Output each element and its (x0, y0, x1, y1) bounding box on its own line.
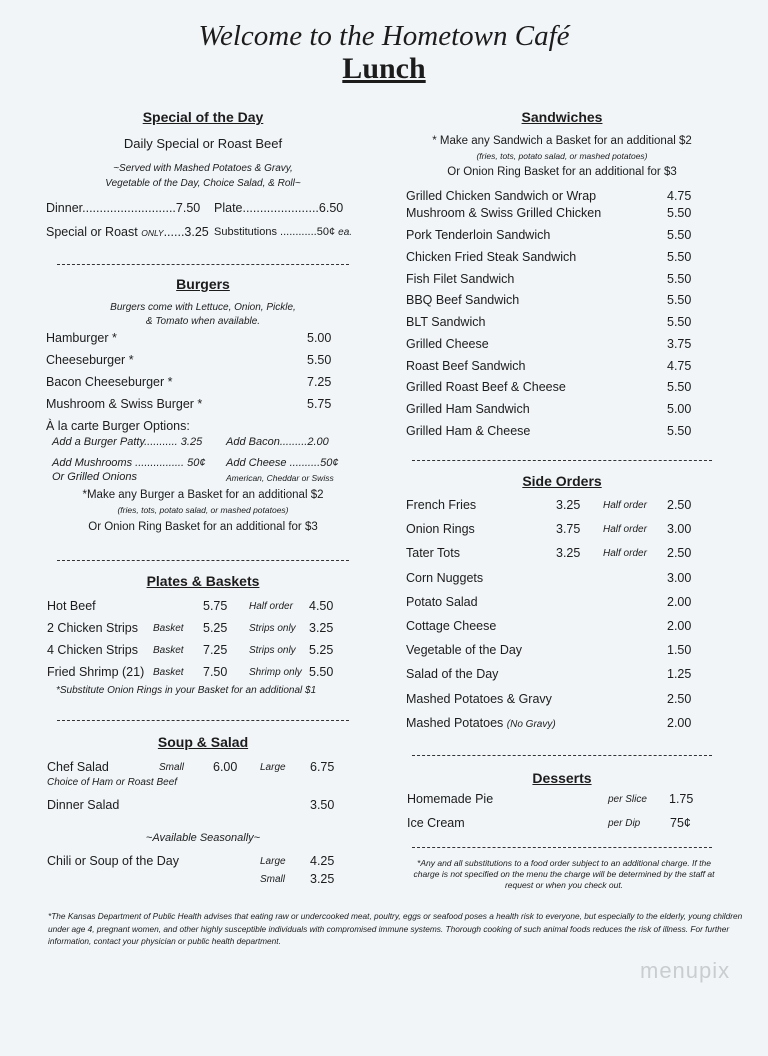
item-type: Basket (153, 667, 184, 678)
menu-item (0, 228, 768, 244)
option-cheese: Add Cheese ..........50¢ (226, 457, 339, 469)
item-price: 4.25 (310, 854, 335, 868)
alt-label: Half order (249, 601, 293, 612)
menu-item (0, 595, 768, 611)
page-title: Welcome to the Hometown Café (198, 20, 570, 52)
item-price: 3.75 (556, 522, 581, 537)
item-price: 5.50 (307, 353, 332, 367)
menu-item (0, 272, 768, 288)
unit-label: per Slice (608, 794, 647, 805)
divider (412, 755, 712, 756)
half-label: Half order (603, 548, 647, 560)
alt-price: 5.25 (309, 643, 334, 657)
item-name (406, 667, 498, 681)
alt-label: Strips only (249, 623, 296, 634)
item-price: 75¢ (670, 816, 691, 830)
item-name (406, 546, 460, 560)
item-name (406, 692, 552, 706)
item-name: 2 Chicken Strips (47, 621, 139, 635)
substitution-note: *Any and all substitutions to a food order subject to an additional charge. If the charge is not specified on the menu the charge will be determined by the staff at request or when you check out. (413, 858, 715, 890)
menu-item (0, 816, 768, 832)
item-name: Chef Salad (47, 760, 109, 774)
alt-price: 5.50 (309, 665, 334, 679)
menu-item (0, 792, 768, 808)
name: Cottage Cheese (406, 619, 497, 633)
special-name: Daily Special or Roast Beef (123, 136, 283, 151)
item-name: Cheeseburger * (46, 353, 134, 367)
item-price: 3.00 (667, 570, 692, 585)
item-name (406, 643, 522, 657)
item-name: 4 Chicken Strips (47, 643, 139, 657)
item-price: 5.75 (307, 397, 332, 411)
name: Onion Rings (406, 522, 475, 537)
name: French Fries (406, 498, 477, 512)
alt-price: 3.25 (309, 621, 334, 635)
item-name: Ice Cream (407, 816, 465, 830)
special-desc: Vegetable of the Day, Choice Salad, & Roll~ (105, 178, 301, 189)
menu-item (0, 206, 768, 222)
half-price: 2.50 (667, 546, 692, 561)
item-price: 5.25 (203, 621, 228, 635)
item-price: 7.25 (307, 375, 332, 389)
item-price: 5.50 (667, 315, 692, 329)
item-price: 5.50 (667, 424, 692, 438)
menu-item (0, 643, 768, 659)
sandwich-basket-note: * Make any Sandwich a Basket for an additional $2 (432, 135, 692, 147)
item-price: 4.75 (667, 359, 692, 373)
item-price: 4.75 (667, 189, 692, 203)
item-name: Chicken Fried Steak Sandwich (406, 250, 577, 264)
menu-item (0, 692, 768, 708)
item-price: 5.50 (667, 250, 692, 264)
watermark: menupix (640, 958, 731, 983)
soup-heading: Soup & Salad (157, 734, 249, 750)
each-label: ea. (338, 227, 353, 238)
item-price: 5.50 (667, 228, 692, 242)
item-name (406, 498, 476, 512)
plates-note: *Substitute Onion Rings in your Basket for an additional $1 (56, 685, 317, 696)
half-label: Half order (603, 500, 647, 511)
item-name: Pork Tenderloin Sandwich (406, 228, 551, 242)
item-name: Hamburger * (46, 331, 117, 345)
menu-item (0, 571, 768, 587)
half-label: Half order (603, 524, 647, 536)
item-price: 3.25 (556, 498, 581, 512)
item-name: Hot Beef (47, 599, 96, 613)
item-name (406, 619, 496, 633)
option-bacon: Add Bacon.........2.00 (226, 436, 329, 448)
item-price: 3.50 (310, 798, 335, 812)
chef-note: Choice of Ham or Roast Beef (47, 777, 178, 788)
menu-item (0, 522, 768, 538)
menu-item (0, 716, 768, 732)
name: Vegetable of the Day (406, 643, 523, 658)
name: Potato Salad (406, 594, 478, 609)
item-price: 2.00 (667, 594, 692, 609)
menu-subtitle: Lunch (342, 52, 426, 85)
alt-label: Strips only (249, 645, 296, 656)
name: Tater Tots (406, 546, 460, 561)
item-price: 6.00 (213, 760, 238, 774)
divider (412, 460, 712, 461)
menu-item (0, 667, 768, 683)
basket-note: *Make any Burger a Basket for an additional $2 (82, 489, 324, 501)
plates-heading: Plates & Baskets (146, 573, 260, 589)
special-desc: ~Served with Mashed Potatoes & Gravy, (113, 163, 293, 174)
item-price: 5.75 (203, 599, 228, 613)
special-heading: Special of the Day (142, 109, 264, 125)
menu-item (0, 498, 768, 514)
item-price: 1.25 (667, 667, 692, 682)
name: Mashed Potatoes (406, 715, 504, 730)
item-price: 5.50 (667, 206, 692, 220)
health-notice: *The Kansas Department of Public Health advises that eating raw or undercooked meat, poultry, eggs or seafood poses a health risk to everyone, but especially to the elderly, young children under age 4, pregnant women, and other highly susceptible individuals with compromised immune systems. Thorough cooking of such animal foods reduces the risk of illness. For further information, contact your physician or public health department. (48, 911, 743, 946)
price: ......3.25 (163, 225, 209, 239)
item-price: 6.75 (310, 760, 335, 774)
item-price: 5.00 (307, 331, 332, 345)
menu-item (0, 760, 768, 776)
item-price: 2.50 (667, 691, 692, 706)
item-price: 5.50 (667, 380, 692, 394)
sandwiches-heading: Sandwiches (521, 109, 603, 125)
option-onions: Or Grilled Onions (52, 471, 137, 483)
basket-sides: (fries, tots, potato salad, or mashed potatoes) (117, 505, 289, 515)
option-mushrooms: Add Mushrooms ................ 50¢ (52, 457, 206, 469)
item-name: Grilled Ham Sandwich (406, 402, 530, 416)
burgers-heading: Burgers (176, 276, 230, 292)
half-price: 3.00 (667, 522, 692, 537)
option-patty: Add a Burger Patty........... 3.25 (52, 436, 203, 448)
item-price: 2.00 (667, 715, 692, 730)
item-name: Chili or Soup of the Day (47, 854, 180, 868)
item-name (406, 522, 475, 536)
sandwich-basket-sides: (fries, tots, potato salad, or mashed potatoes) (476, 151, 648, 161)
item-name (406, 571, 483, 585)
name: Corn Nuggets (406, 570, 484, 585)
menu-item (0, 424, 768, 440)
unit-label: per Dip (608, 818, 641, 829)
menu-item (0, 189, 768, 205)
item-price: 7.50 (203, 665, 228, 679)
onion-ring-note: Or Onion Ring Basket for an additional for $3 (88, 521, 318, 533)
size-label: Small (260, 874, 286, 885)
item-name: Roast Beef Sandwich (406, 359, 526, 373)
menu-item (0, 380, 768, 396)
menu-item (0, 337, 768, 353)
label: Substitutions ............50¢ (214, 226, 336, 238)
item-name: Fish Filet Sandwich (406, 272, 515, 286)
options-label: À la carte Burger Options: (46, 419, 190, 433)
alt-label: Shrimp only (249, 667, 302, 678)
sides-heading: Side Orders (522, 473, 602, 489)
name: Mashed Potatoes & Gravy (406, 691, 552, 706)
size-label: Large (260, 856, 286, 867)
size-label: Large (260, 762, 286, 773)
item-price: 5.50 (667, 293, 692, 307)
item-price: 3.75 (667, 337, 692, 351)
size-label: Small (159, 762, 185, 773)
item-name: Bacon Cheeseburger * (46, 375, 173, 389)
divider (412, 847, 712, 848)
item-name: Dinner Salad (47, 798, 120, 812)
item-name (406, 595, 478, 609)
item-name: Homemade Pie (407, 792, 494, 806)
item-name: BLT Sandwich (406, 315, 486, 329)
item-name: Grilled Ham & Cheese (406, 424, 531, 438)
burgers-desc: & Tomato when available. (145, 316, 261, 327)
item-price: 1.50 (667, 643, 692, 658)
item-name: Fried Shrimp (21) (47, 665, 145, 679)
label: Special or Roast (46, 225, 138, 239)
item-name: Grilled Chicken Sandwich or Wrap (406, 189, 597, 203)
desserts-heading: Desserts (532, 770, 592, 786)
dinner-price: Dinner...........................7.50 (46, 201, 201, 215)
name: Salad of the Day (406, 667, 499, 682)
item-price: 3.25 (310, 872, 335, 886)
item-price: 7.25 (203, 643, 228, 657)
item-name: Grilled Cheese (406, 337, 489, 351)
item-price: 3.25 (556, 546, 581, 561)
item-type: Basket (153, 645, 184, 656)
menu-item (0, 359, 768, 375)
seasonal-note: ~Available Seasonally~ (145, 832, 261, 844)
burgers-desc: Burgers come with Lettuce, Onion, Pickle, (110, 302, 296, 313)
cheese-types: American, Cheddar or Swiss (226, 473, 334, 483)
item-name: Mushroom & Swiss Grilled Chicken (406, 206, 602, 220)
menu-item (0, 250, 768, 266)
plate-price: Plate......................6.50 (214, 201, 344, 215)
item-name: Grilled Roast Beef & Cheese (406, 380, 566, 394)
item-price: 1.75 (669, 792, 694, 806)
sandwich-onion-note: Or Onion Ring Basket for an additional for $3 (447, 166, 677, 178)
item-name (406, 716, 556, 730)
menu-item (0, 619, 768, 635)
menu-item (0, 315, 768, 331)
half-price: 2.50 (667, 498, 692, 512)
item-price: 2.00 (667, 619, 692, 633)
only-label: ONLY (141, 228, 164, 238)
menu-item (0, 293, 768, 309)
menu-item (0, 546, 768, 562)
alt-price: 4.50 (309, 599, 334, 613)
item-name: Mushroom & Swiss Burger * (46, 397, 203, 411)
item-name: BBQ Beef Sandwich (406, 293, 520, 307)
menu-item (0, 402, 768, 418)
item-price: 5.50 (667, 272, 692, 286)
item-price: 5.00 (667, 402, 692, 416)
item-type: Basket (153, 623, 184, 634)
item-note: (No Gravy) (506, 718, 556, 730)
